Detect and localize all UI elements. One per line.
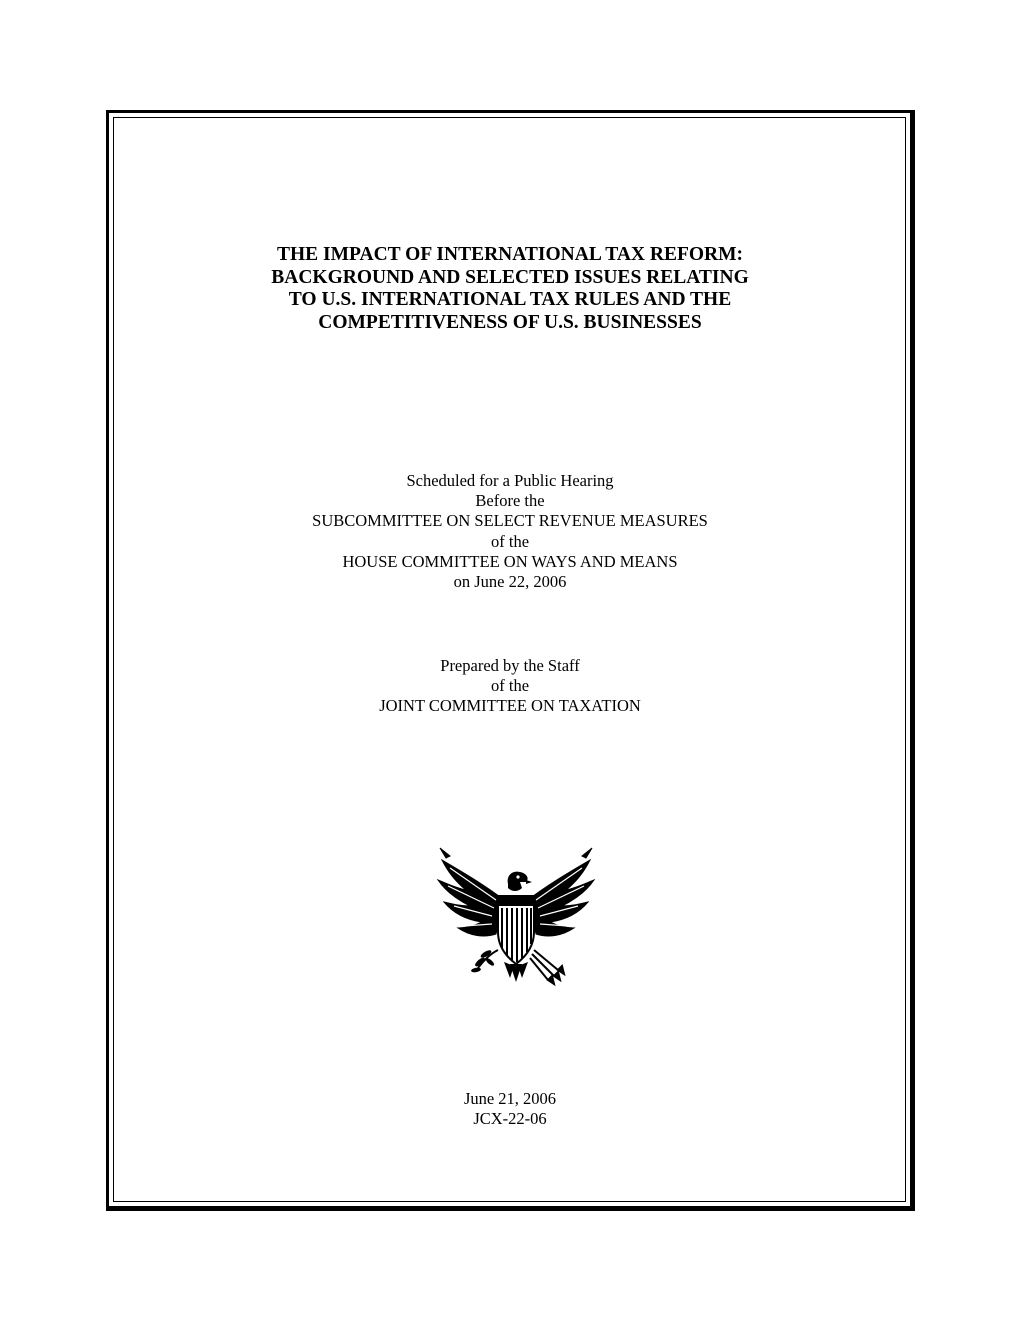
prepared-line-2: of the [490,676,530,696]
publication-date: June 21, 2006 [463,1089,557,1108]
prepared-line-1: Prepared by the Staff [440,656,580,675]
hearing-line-2: Before the [475,491,545,511]
title-line-3: TO U.S. INTERNATIONAL TAX RULES AND THE [288,289,732,310]
document-title [0,244,1020,334]
hearing-line-1: Scheduled for a Public Hearing [406,471,614,490]
document-number: JCX-22-06 [473,1109,547,1129]
title-line-1: THE IMPACT OF INTERNATIONAL TAX REFORM: [276,244,744,265]
hearing-line-5: HOUSE COMMITTEE ON WAYS AND MEANS [342,551,678,571]
prepared-by [0,656,1020,717]
hearing-info [0,471,1020,592]
hearing-line-3: SUBCOMMITTEE ON SELECT REVENUE MEASURES [312,511,708,531]
prepared-line-3: JOINT COMMITTEE ON TAXATION [379,696,641,716]
title-line-4: COMPETITIVENESS OF U.S. BUSINESSES [318,311,702,333]
eagle-seal-icon [426,838,606,1000]
title-line-2: BACKGROUND AND SELECTED ISSUES RELATING [271,266,749,288]
hearing-line-6: on June 22, 2006 [453,572,567,592]
document-footer [0,1089,1020,1129]
hearing-line-4: of the [490,531,530,551]
